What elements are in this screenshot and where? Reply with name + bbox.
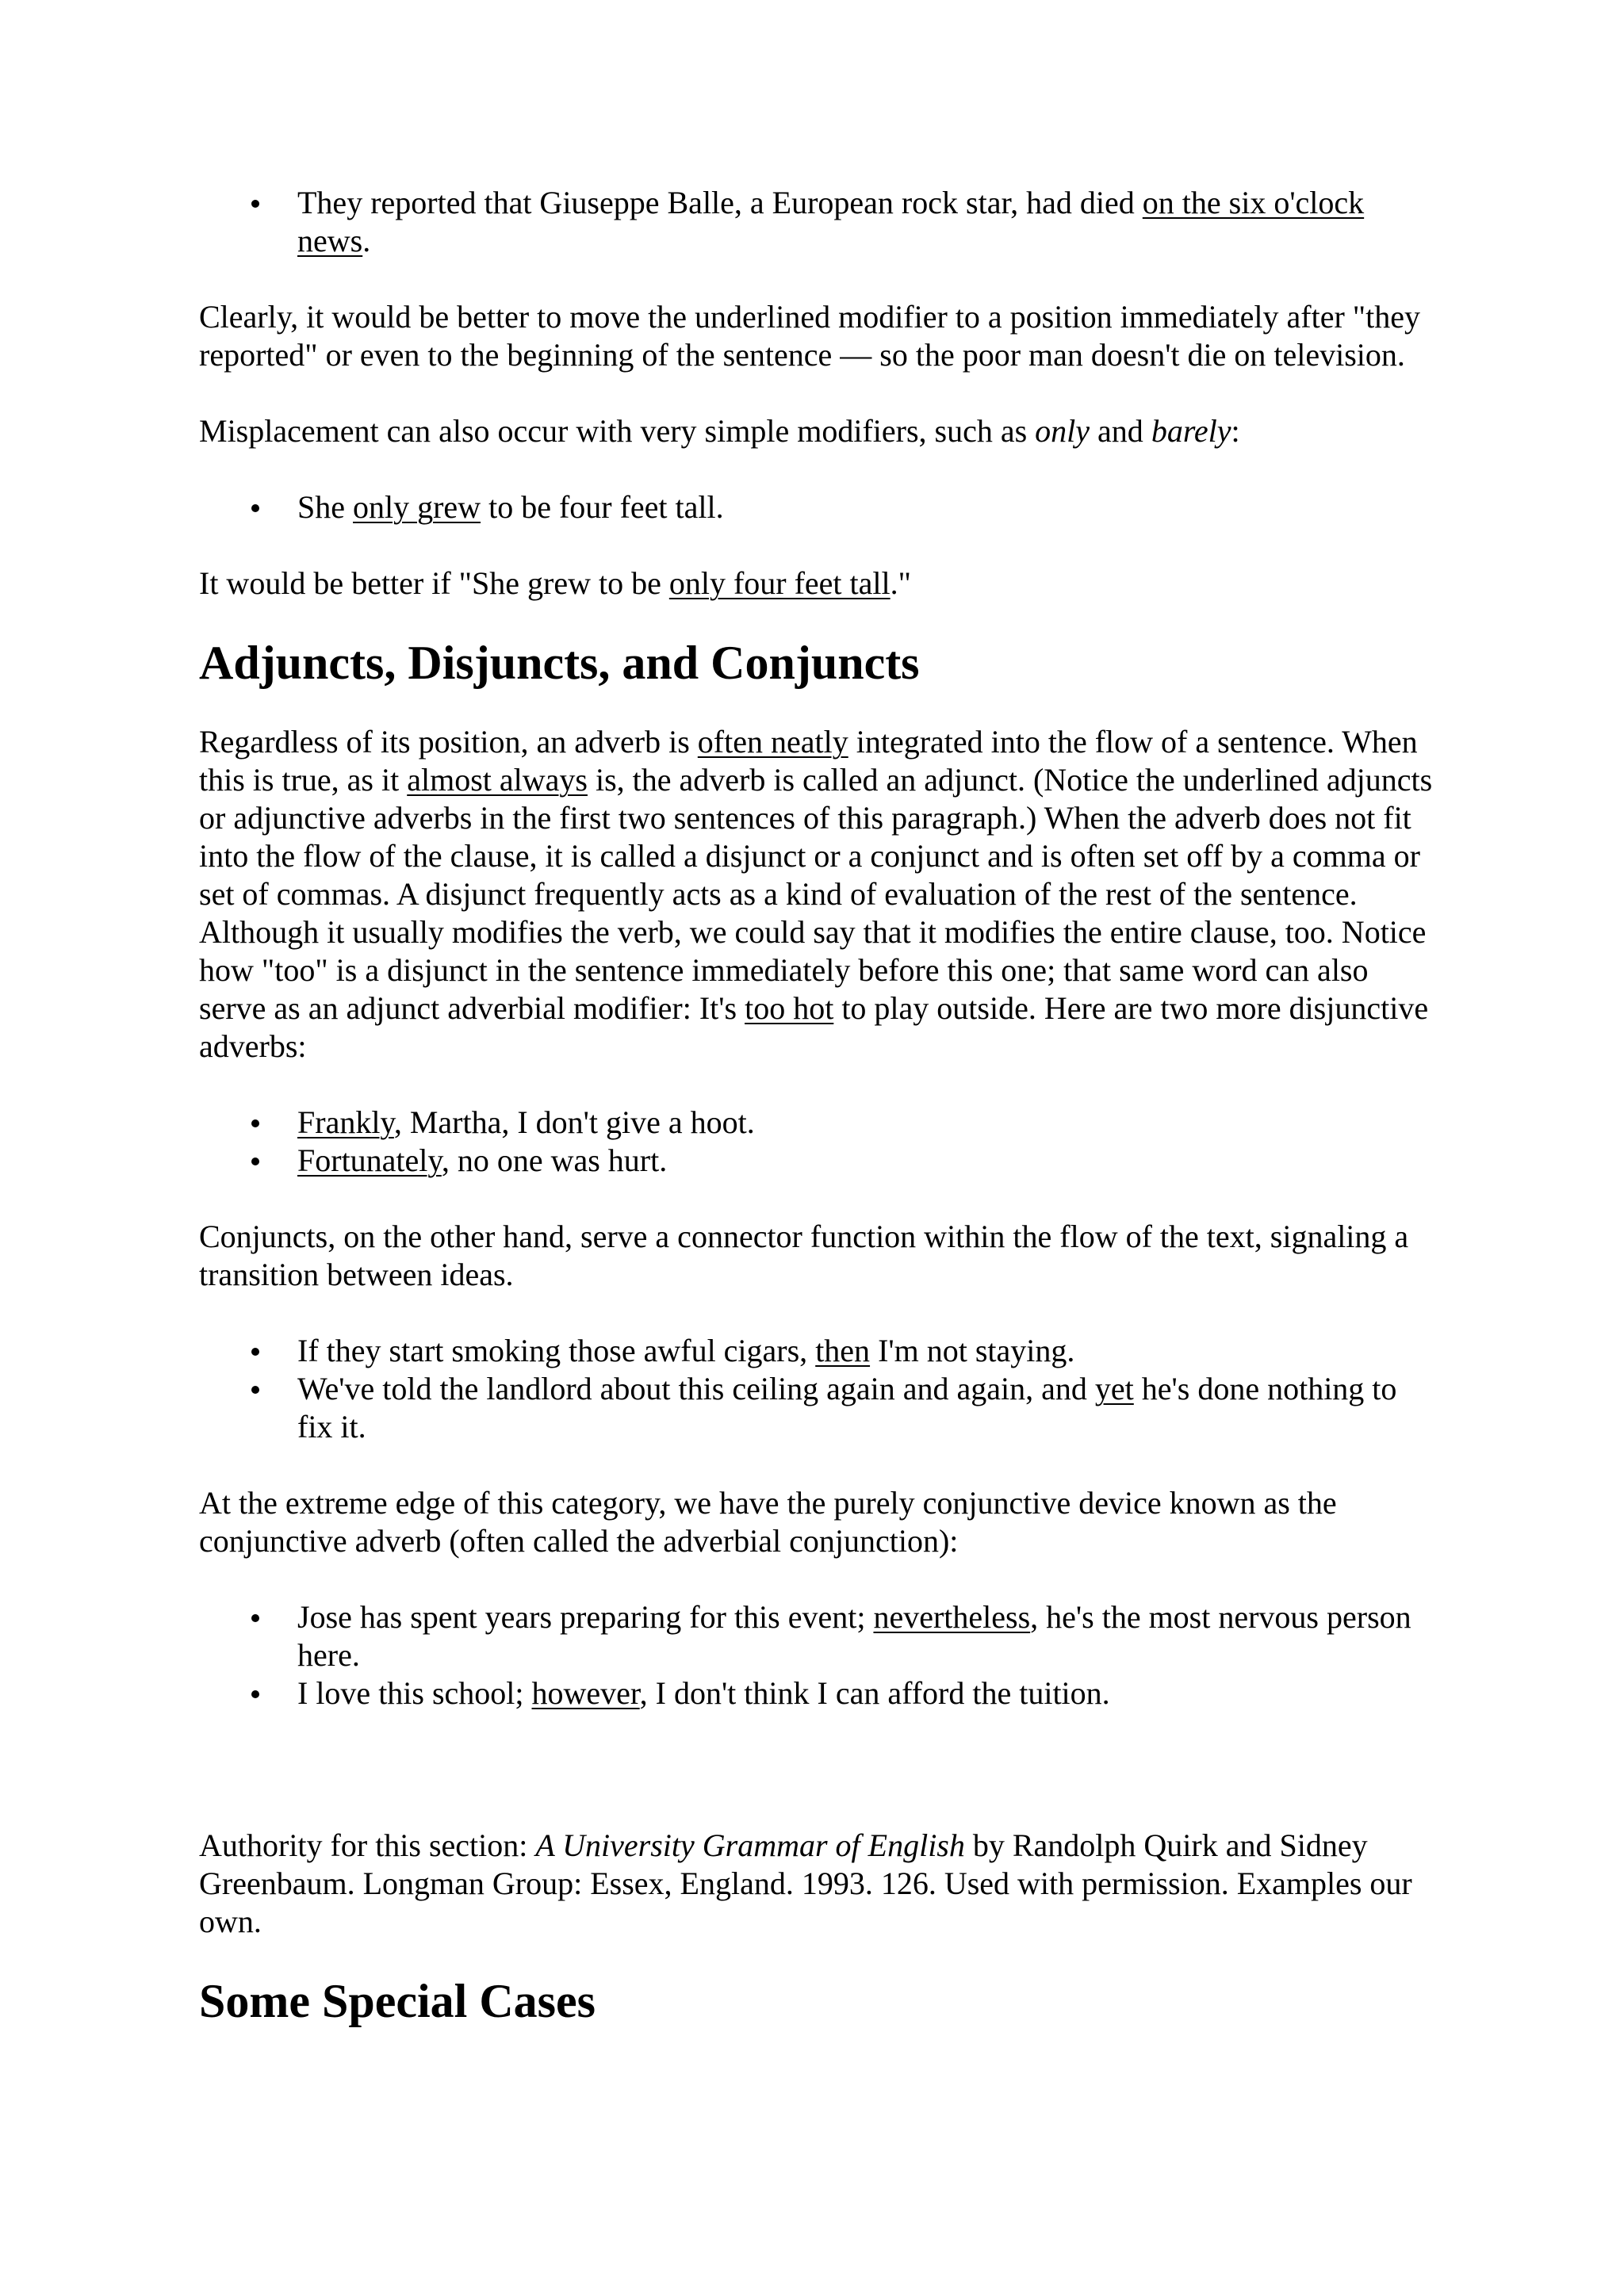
list-item: If they start smoking those awful cigars, then I'm not staying. [297, 1332, 1436, 1370]
paragraph-clearly: Clearly, it would be better to move the underlined modifier to a position immediately after "they reported" or even to the beginning of the sentence — so the poor man doesn't die on television. [199, 299, 1420, 373]
underlined-modifier: on the six o'clock news [297, 185, 1365, 258]
italic-term: only [1035, 413, 1090, 449]
underlined-disjunct: Frankly [297, 1104, 394, 1140]
section-heading-special-cases: Some Special Cases [199, 1975, 596, 2027]
underlined-disjunct: Fortunately [297, 1142, 442, 1178]
underlined-conjunct: yet [1094, 1371, 1134, 1406]
section-heading-adjuncts: Adjuncts, Disjuncts, and Conjuncts [199, 637, 920, 689]
underlined-adjunct: too hot [745, 990, 834, 1026]
list-item: I love this school; however, I don't think I can afford the tuition. [297, 1674, 1436, 1712]
document-page [199, 184, 1436, 2030]
example-list-conjunctive-adverbs [199, 1598, 1436, 1712]
italic-term: barely [1151, 413, 1231, 449]
paragraph-regardless: Regardless of its position, an adverb is often neatly integrated into the flow of a sentence. When this is true, as it almost always is, the adverb is called an adjunct. (Notice the underlined adjuncts or adjunctive adverbs in the first two sentences of this paragraph.) When the adverb does not fit into the flow of the clause, it is called a disjunct or a conjunct and is often set off by a comma or set of commas. A disjunct frequently acts as a kind of evaluation of the rest of the sentence. Although it usually modifies the verb, we could say that it modifies the entire clause, too. Notice how "too" is a disjunct in the sentence immediately before this one; that same word can also serve as an adjunct adverbial modifier: It's too hot to play outside. Here are two more disjunctive adverbs: [199, 724, 1433, 1064]
underlined-adjunct: almost always [407, 762, 588, 798]
list-item: They reported that Giuseppe Balle, a European rock star, had died on the six o'clock news. [297, 184, 1436, 260]
example-list-disjuncts [199, 1104, 1436, 1180]
paragraph-better: It would be better if "She grew to be only four feet tall." [199, 565, 911, 601]
paragraph-authority: Authority for this section: A University Grammar of English by Randolph Quirk and Sidney Greenbaum. Longman Group: Essex, England. 1993. 126. Used with permission. Examples our own. [199, 1827, 1412, 1939]
list-item: We've told the landlord about this ceiling again and again, and yet he's done nothing to fix it. [297, 1370, 1436, 1446]
example-list-1 [199, 184, 1436, 260]
underlined-conjunctive-adverb: however [531, 1675, 640, 1711]
underlined-adjunct: often neatly [697, 724, 848, 760]
list-item: Frankly, Martha, I don't give a hoot. [297, 1104, 1436, 1142]
example-list-conjuncts [199, 1332, 1436, 1446]
paragraph-conjuncts: Conjuncts, on the other hand, serve a connector function within the flow of the text, signaling a transition between ideas. [199, 1219, 1409, 1292]
list-item: Jose has spent years preparing for this event; nevertheless, he's the most nervous person here. [297, 1598, 1436, 1674]
underlined-modifier: only grew [353, 489, 481, 525]
list-item: She only grew to be four feet tall. [297, 488, 1436, 526]
underlined-conjunct: then [815, 1333, 871, 1368]
list-item: Fortunately, no one was hurt. [297, 1142, 1436, 1180]
paragraph-extreme: At the extreme edge of this category, we have the purely conjunctive device known as the conjunctive adverb (often called the adverbial conjunction): [199, 1485, 1337, 1559]
paragraph-misplacement: Misplacement can also occur with very simple modifiers, such as only and barely: [199, 413, 1240, 449]
example-list-2 [199, 488, 1436, 526]
underlined-modifier: only four feet tall [668, 565, 891, 601]
book-title: A University Grammar of English [535, 1827, 965, 1863]
underlined-conjunctive-adverb: nevertheless [873, 1599, 1031, 1635]
